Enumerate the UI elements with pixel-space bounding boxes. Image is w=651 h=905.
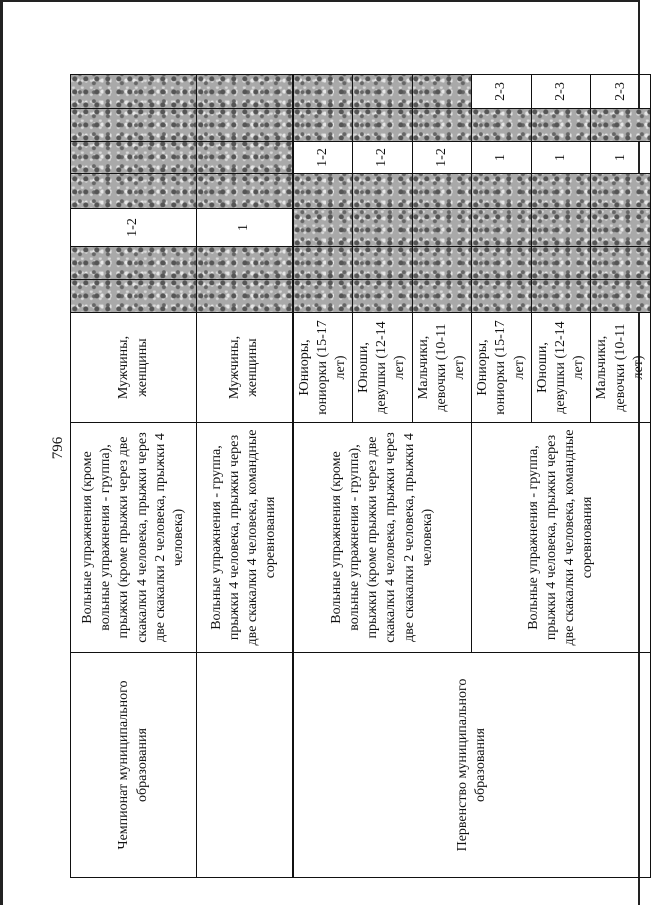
shaded-cell xyxy=(591,109,651,142)
shaded-cell xyxy=(531,109,591,142)
rank-cell: 1-2 xyxy=(293,142,353,174)
shaded-cell xyxy=(353,247,413,280)
shaded-cell xyxy=(353,174,413,209)
shaded-cell xyxy=(531,209,591,247)
shaded-cell xyxy=(293,209,353,247)
age-group-cell: Юниоры, юниорки (15-17 лет) xyxy=(293,313,353,423)
shaded-cell xyxy=(412,247,472,280)
shaded-cell xyxy=(531,280,591,313)
rank-cell: 1 xyxy=(531,142,591,174)
qualification-table xyxy=(70,74,651,878)
rank-cell: 1-2 xyxy=(71,209,197,247)
table-row xyxy=(71,75,197,878)
shaded-cell xyxy=(293,75,353,109)
age-group-cell: Мужчины, женщины xyxy=(71,313,197,423)
shaded-cell xyxy=(591,247,651,280)
competition-cell xyxy=(197,653,293,878)
shaded-cell xyxy=(472,280,532,313)
shaded-cell xyxy=(293,280,353,313)
age-group-cell: Мальчики, девочки (10-11 лет) xyxy=(412,313,472,423)
rank-cell: 2-3 xyxy=(472,75,532,109)
shaded-cell xyxy=(293,174,353,209)
program-cell: Вольные упражнения - группа, прыжки 4 человека, прыжки через две скакалки 4 человека, командные соревнования xyxy=(197,423,293,653)
shaded-cell xyxy=(71,75,197,109)
competition-cell: Чемпионат муниципального образования xyxy=(71,653,197,878)
shaded-cell xyxy=(472,247,532,280)
shaded-cell xyxy=(412,109,472,142)
shaded-cell xyxy=(412,280,472,313)
shaded-cell xyxy=(591,174,651,209)
table-row xyxy=(293,75,353,878)
shaded-cell xyxy=(293,109,353,142)
shaded-cell xyxy=(412,75,472,109)
shaded-cell xyxy=(353,75,413,109)
rank-cell: 1 xyxy=(591,142,651,174)
shaded-cell xyxy=(197,280,293,313)
shaded-cell xyxy=(293,247,353,280)
shaded-cell xyxy=(197,75,293,109)
age-group-cell: Юноши, девушки (12-14 лет) xyxy=(353,313,413,423)
program-cell: Вольные упражнения - группа, прыжки 4 человека, прыжки через две скакалки 4 человека, командные соревнования xyxy=(472,423,651,653)
rank-cell: 2-3 xyxy=(591,75,651,109)
program-cell: Вольные упражнения (кроме вольные упражнения - группа), прыжки (кроме прыжки через две скакалки 4 человека, прыжки через две скакалки 2 человека, прыжки 4 человека) xyxy=(71,423,197,653)
page-number: 796 xyxy=(50,436,66,460)
competition-cell: Первенство муниципального образования xyxy=(293,653,651,878)
shaded-cell xyxy=(197,174,293,209)
program-cell: Вольные упражнения (кроме вольные упражнения - группа), прыжки (кроме прыжки через две скакалки 4 человека, прыжки через две скакалки 2 человека, прыжки 4 человека) xyxy=(293,423,472,653)
shaded-cell xyxy=(531,174,591,209)
shaded-cell xyxy=(197,109,293,142)
shaded-cell xyxy=(353,109,413,142)
scan-edge-top xyxy=(0,0,640,2)
rotated-table-wrapper xyxy=(70,75,646,878)
shaded-cell xyxy=(591,280,651,313)
shaded-cell xyxy=(412,174,472,209)
table-row xyxy=(197,75,293,878)
scan-edge-left xyxy=(0,0,3,905)
shaded-cell xyxy=(71,247,197,280)
shaded-cell xyxy=(531,247,591,280)
shaded-cell xyxy=(591,209,651,247)
shaded-cell xyxy=(472,109,532,142)
rank-cell: 1 xyxy=(472,142,532,174)
age-group-cell: Юниоры, юниорки (15-17 лет) xyxy=(472,313,532,423)
age-group-cell: Мальчики, девочки (10-11 лет) xyxy=(591,313,651,423)
shaded-cell xyxy=(353,280,413,313)
shaded-cell xyxy=(472,209,532,247)
shaded-cell xyxy=(71,109,197,142)
shaded-cell xyxy=(71,142,197,174)
shaded-cell xyxy=(353,209,413,247)
shaded-cell xyxy=(472,174,532,209)
rank-cell: 1-2 xyxy=(412,142,472,174)
rank-cell: 2-3 xyxy=(531,75,591,109)
shaded-cell xyxy=(71,280,197,313)
shaded-cell xyxy=(71,174,197,209)
shaded-cell xyxy=(197,247,293,280)
rank-cell: 1 xyxy=(197,209,293,247)
shaded-cell xyxy=(197,142,293,174)
rank-cell: 1-2 xyxy=(353,142,413,174)
age-group-cell: Мужчины, женщины xyxy=(197,313,293,423)
shaded-cell xyxy=(412,209,472,247)
age-group-cell: Юноши, девушки (12-14 лет) xyxy=(531,313,591,423)
